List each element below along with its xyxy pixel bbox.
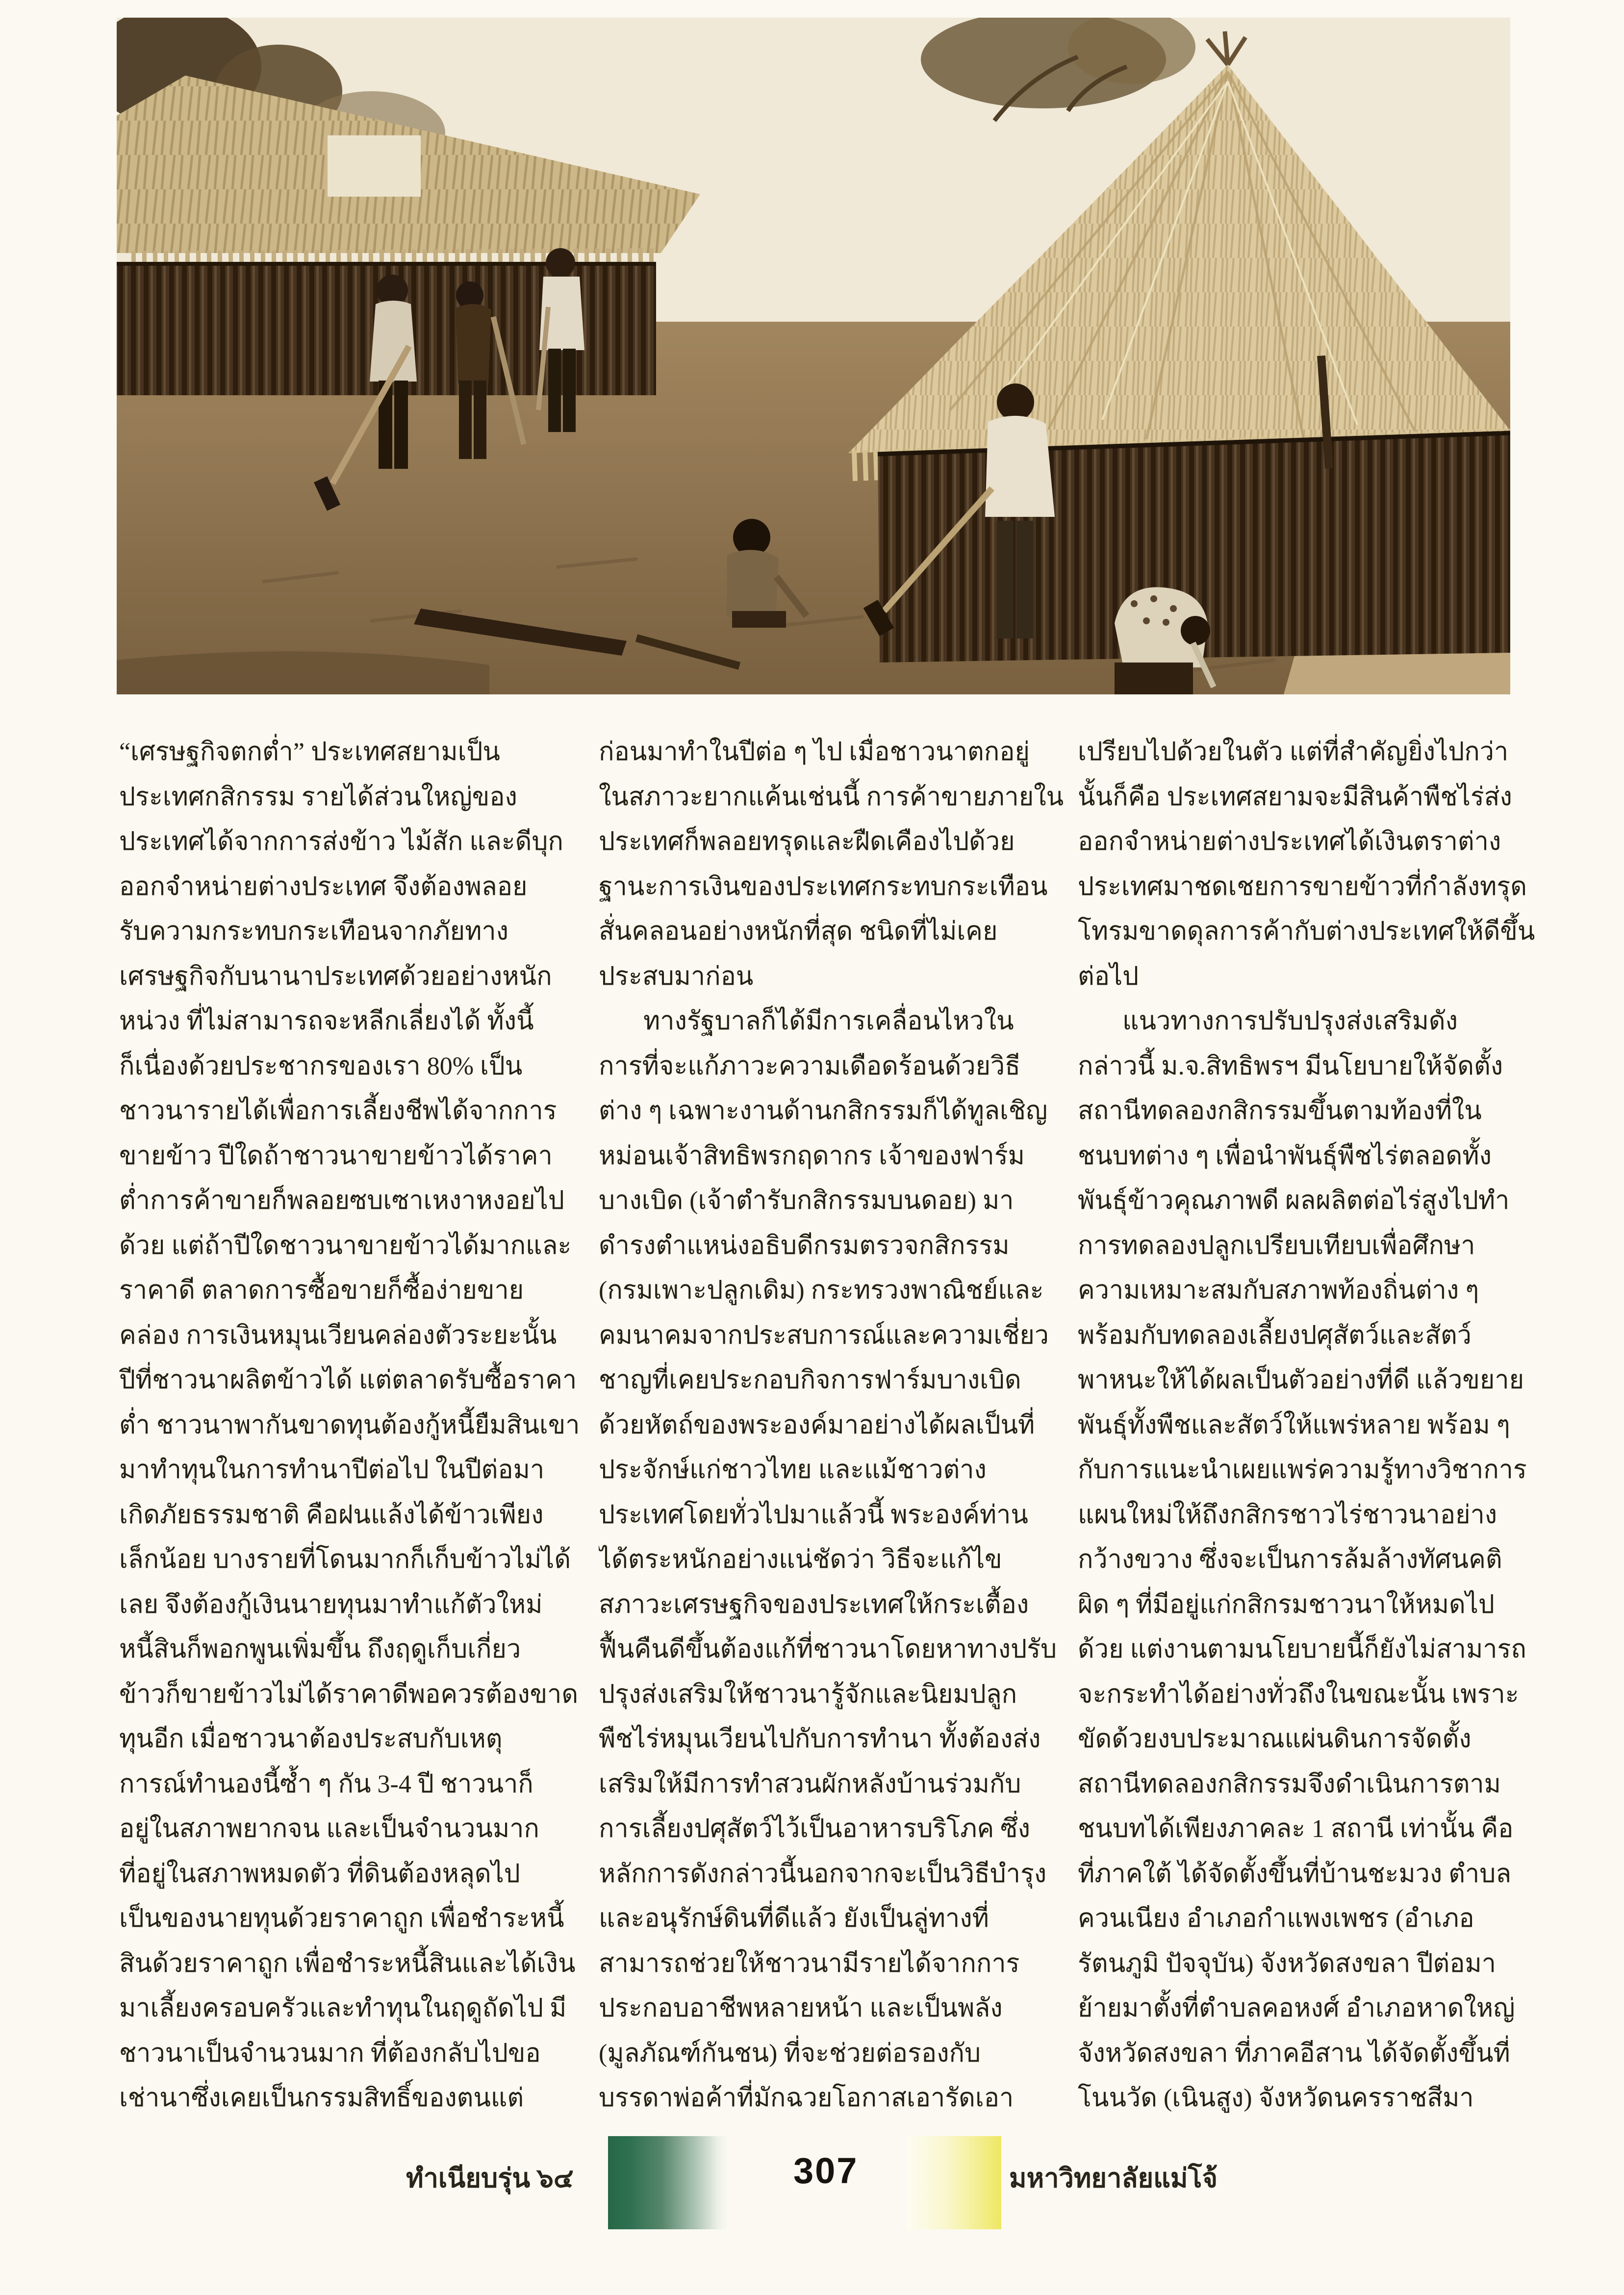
text-line: พืชไร่หมุนเวียนไปกับการทำนา ทั้งต้องส่ง xyxy=(599,1725,1041,1753)
text-line: อยู่ในสภาพยากจน และเป็นจำนวนมาก xyxy=(119,1815,539,1843)
text-line: สถานีทดลองกสิกรรมขึ้นตามท้องที่ใน xyxy=(1078,1097,1482,1125)
text-line: ความเหมาะสมกับสภาพท้องถิ่นต่าง ๆ xyxy=(1078,1276,1479,1304)
text-line: หลักการดังกล่าวนี้นอกจากจะเป็นวิธีบำรุง xyxy=(599,1860,1047,1888)
text-line: ด้วยหัตถ์ของพระองค์มาอย่างได้ผลเป็นที่ xyxy=(599,1411,1035,1439)
text-line: ออกจำหน่ายต่างประเทศ จึงต้องพลอย xyxy=(119,872,528,901)
text-line: จะกระทำได้อย่างทั่วถึงในขณะนั้น เพราะ xyxy=(1078,1680,1519,1708)
text-line: ต่าง ๆ เฉพาะงานด้านกสิกรรมก็ได้ทูลเชิญ xyxy=(599,1097,1048,1125)
text-line: ในสภาวะยากแค้นเช่นนี้ การค้าขายภายใน xyxy=(599,783,1064,811)
text-line: ก่อนมาทำในปีต่อ ๆ ไป เมื่อชาวนาตกอยู่ xyxy=(599,738,1030,766)
text-line: คมนาคมจากประสบการณ์และความเชี่ยว xyxy=(599,1321,1049,1350)
text-line: ด้วย แต่งานตามนโยบายนี้ก็ยังไม่สามารถ xyxy=(1078,1635,1526,1663)
footer-yellow-gradient-bar xyxy=(906,2136,1001,2229)
text-line: “เศรษฐกิจตกต่ำ” ประเทศสยามเป็น xyxy=(119,738,500,766)
text-line: เล็กน้อย บางรายที่โดนมากก็เก็บข้าวไม่ได้ xyxy=(119,1546,571,1574)
text-line: สินด้วยราคาถูก เพื่อชำระหนี้สินและได้เงิน xyxy=(119,1949,576,1978)
text-line: ประสบมาก่อน xyxy=(599,962,754,991)
text-line: เศรษฐกิจกับนานาประเทศด้วยอย่างหนัก xyxy=(119,962,552,991)
text-line: หนี้สินก็พอกพูนเพิ่มขึ้น ถึงฤดูเก็บเกี่ยว xyxy=(119,1635,521,1663)
text-line: การณ์ทำนองนี้ซ้ำ ๆ กัน 3-4 ปี ชาวนาก็ xyxy=(119,1770,533,1798)
text-line: สามารถช่วยให้ชาวนามีรายได้จากการ xyxy=(599,1949,1020,1978)
text-line: ด้วย แต่ถ้าปีใดชาวนาขายข้าวได้มากและ xyxy=(119,1231,572,1260)
text-line: สภาวะเศรษฐกิจของประเทศให้กระเตื้อง xyxy=(599,1590,1029,1619)
text-line: ขัดด้วยงบประมาณแผ่นดินการจัดตั้ง xyxy=(1078,1725,1472,1753)
text-line: ที่ภาคใต้ ได้จัดตั้งขึ้นที่บ้านชะมวง ตำบล xyxy=(1078,1860,1512,1888)
text-line: และอนุรักษ์ดินที่ดีแล้ว ยังเป็นลู่ทางที่ xyxy=(599,1905,989,1933)
text-line: หน่วง ที่ไม่สามารถจะหลีกเลี่ยงได้ ทั้งนี้ xyxy=(119,1007,534,1035)
text-line: การเลี้ยงปศุสัตว์ไว้เป็นอาหารบริโภค ซึ่ง xyxy=(599,1815,1030,1843)
text-line: ประจักษ์แก่ชาวไทย และแม้ชาวต่าง xyxy=(599,1456,987,1484)
text-line: ประเทศได้จากการส่งข้าว ไม้สัก และดีบุก xyxy=(119,828,563,856)
text-line: เลย จึงต้องกู้เงินนายทุนมาทำแก้ตัวใหม่ xyxy=(119,1590,543,1619)
text-line: การทดลองปลูกเปรียบเทียบเพื่อศึกษา xyxy=(1078,1231,1475,1260)
text-line: จังหวัดสงขลา ที่ภาคอีสาน ได้จัดตั้งขึ้นที่ xyxy=(1078,2039,1510,2067)
text-line: ต่ำการค้าขายก็พลอยซบเซาเหงาหงอยไป xyxy=(119,1187,564,1215)
text-line: คล่อง การเงินหมุนเวียนคล่องตัวระยะนั้น xyxy=(119,1321,557,1350)
text-line: ควนเนียง อำเภอกำแพงเพชร (อำเภอ xyxy=(1078,1905,1474,1933)
text-line: ประเทศกสิกรรม รายได้ส่วนใหญ่ของ xyxy=(119,783,517,811)
text-line: ประเทศโดยทั่วไปมาแล้วนี้ พระองค์ท่าน xyxy=(599,1501,1028,1529)
text-line: ดำรงตำแหน่งอธิบดีกรมตรวจกสิกรรม xyxy=(599,1231,1010,1260)
text-line: โทรมขาดดุลการค้ากับต่างประเทศให้ดีขึ้น xyxy=(1078,918,1535,945)
text-line: ออกจำหน่ายต่างประเทศได้เงินตราต่าง xyxy=(1078,828,1501,856)
text-line: ขายข้าว ปีใดถ้าชาวนาขายข้าวได้ราคา xyxy=(119,1142,553,1170)
text-line: บรรดาพ่อค้าที่มักฉวยโอกาสเอารัดเอา xyxy=(599,2084,1014,2112)
text-line: กับการแนะนำเผยแพร่ความรู้ทางวิชาการ xyxy=(1078,1456,1527,1484)
text-line: รัตนภูมิ ปัจจุบัน) จังหวัดสงขลา ปีต่อมา xyxy=(1078,1949,1496,1978)
text-line: เป็นของนายทุนด้วยราคาถูก เพื่อชำระหนี้ xyxy=(119,1905,564,1933)
text-line: ก็เนื่องด้วยประชากรของเรา 80% เป็น xyxy=(119,1052,523,1080)
footer-green-gradient-bar xyxy=(608,2136,728,2229)
text-line: ต่อไป xyxy=(1078,962,1139,991)
text-column-1 xyxy=(119,730,585,2132)
text-line: ได้ตระหนักอย่างแน่ชัดว่า วิธีจะแก้ไข xyxy=(599,1546,1002,1574)
text-column-2 xyxy=(599,730,1065,2132)
text-line: หม่อนเจ้าสิทธิพรกฤดากร เจ้าของฟาร์ม xyxy=(599,1142,1025,1170)
text-line: ผิด ๆ ที่มีอยู่แก่กสิกรมชาวนาให้หมดไป xyxy=(1078,1590,1495,1619)
text-line: เกิดภัยธรรมชาติ คือฝนแล้งได้ข้าวเพียง xyxy=(119,1501,544,1529)
text-line: ประเทศมาชดเชยการขายข้าวที่กำลังทรุด xyxy=(1078,872,1527,901)
text-line: ปรุงส่งเสริมให้ชาวนารู้จักและนิยมปลูก xyxy=(599,1680,1017,1708)
text-line: ฐานะการเงินของประเทศกระทบกระเทือน xyxy=(599,872,1048,901)
text-line: พันธุ์ข้าวคุณภาพดี ผลผลิตต่อไร่สูงไปทำ xyxy=(1078,1187,1510,1215)
text-line: ฟื้นคืนดีขึ้นต้องแก้ที่ชาวนาโดยหาทางปรับ xyxy=(599,1635,1057,1663)
text-line: ต่ำ ชาวนาพากันขาดทุนต้องกู้หนี้ยืมสินเขา xyxy=(119,1411,580,1439)
text-line: กล่าวนี้ ม.จ.สิทธิพรฯ มีนโยบายให้จัดตั้ง xyxy=(1078,1052,1503,1080)
text-line: เสริมให้มีการทำสวนผักหลังบ้านร่วมกับ xyxy=(599,1770,1021,1798)
text-line: ที่อยู่ในสภาพหมดตัว ที่ดินต้องหลุดไป xyxy=(119,1860,520,1888)
photograph xyxy=(117,18,1510,694)
text-line: ชนบทได้เพียงภาคละ 1 สถานี เท่านั้น คือ xyxy=(1078,1815,1514,1843)
text-line: ย้ายมาตั้งที่ตำบลคอหงศ์ อำเภอหาดใหญ่ xyxy=(1078,1994,1515,2022)
text-line: (กรมเพาะปลูกเดิม) กระทรวงพาณิชย์และ xyxy=(599,1276,1044,1304)
text-line: ราคาดี ตลาดการซื้อขายก็ซื้อง่ายขาย xyxy=(119,1276,524,1304)
text-line: บางเบิด (เจ้าตำรับกสิกรรมบนดอย) มา xyxy=(599,1187,1014,1215)
text-line: ประกอบอาชีพหลายหน้า และเป็นพลัง xyxy=(599,1994,1003,2022)
text-line: โนนวัด (เนินสูง) จังหวัดนครราชสีมา xyxy=(1078,2084,1474,2112)
text-line: การที่จะแก้ภาวะความเดือดร้อนด้วยวิธี xyxy=(599,1052,1020,1080)
text-line: นั้นก็คือ ประเทศสยามจะมีสินค้าพืชไร่ส่ง xyxy=(1078,783,1512,811)
text-line: สั่นคลอนอย่างหนักที่สุด ชนิดที่ไม่เคย xyxy=(599,918,998,945)
text-line: มาเลี้ยงครอบครัวและทำทุนในฤดูถัดไป มี xyxy=(119,1994,567,2022)
text-line: ทุนอีก เมื่อชาวนาต้องประสบกับเหตุ xyxy=(119,1725,503,1753)
text-line: ข้าวก็ขายข้าวไม่ได้ราคาดีพอควรต้องขาด xyxy=(119,1680,579,1708)
text-line: ปีที่ชาวนาผลิตข้าวได้ แต่ตลาดรับซื้อราคา xyxy=(119,1366,577,1394)
text-line: แนวทางการปรับปรุงส่งเสริมดัง xyxy=(1078,1007,1458,1035)
text-line: (มูลภัณฑ์กันชน) ที่จะช่วยต่อรองกับ xyxy=(599,2039,981,2067)
text-line: มาทำทุนในการทำนาปีต่อไป ในปีต่อมา xyxy=(119,1456,545,1484)
text-line: ชนบทต่าง ๆ เพื่อนำพันธุ์พืชไร่ตลอดทั้ง xyxy=(1078,1142,1492,1170)
text-line: ชาญที่เคยประกอบกิจการฟาร์มบางเบิด xyxy=(599,1366,1021,1394)
footer-edition-label: ทำเนียบรุ่น ๖๔ xyxy=(406,2164,574,2193)
text-line: ชาวนารายได้เพื่อการเลี้ยงชีพได้จากการ xyxy=(119,1097,557,1125)
text-line: เช่านาซึ่งเคยเป็นกรรมสิทธิ์ของตนแต่ xyxy=(119,2084,524,2112)
photo-illustration xyxy=(117,18,1510,694)
text-line: พร้อมกับทดลองเลี้ยงปศุสัตว์และสัตว์ xyxy=(1078,1321,1472,1350)
text-line: ประเทศก็พลอยทรุดและฝืดเคืองไปด้วย xyxy=(599,828,1015,856)
text-line: เปรียบไปด้วยในตัว แต่ที่สำคัญยิ่งไปกว่า xyxy=(1078,738,1509,766)
text-line: ชาวนาเป็นจำนวนมาก ที่ต้องกลับไปขอ xyxy=(119,2039,541,2067)
page-number: 307 xyxy=(793,2150,859,2191)
text-line: สถานีทดลองกสิกรรมจึงดำเนินการตาม xyxy=(1078,1770,1501,1798)
text-line: พาหนะให้ได้ผลเป็นตัวอย่างที่ดี แล้วขยาย xyxy=(1078,1366,1524,1394)
footer-university-label: มหาวิทยาลัยแม่โจ้ xyxy=(1009,2164,1218,2193)
text-line: ทางรัฐบาลก็ได้มีการเคลื่อนไหวใน xyxy=(599,1007,1014,1035)
text-column-3 xyxy=(1078,730,1544,2132)
text-line: รับความกระทบกระเทือนจากภัยทาง xyxy=(119,918,508,945)
text-line: พันธุ์ทั้งพืชและสัตว์ให้แพร่หลาย พร้อม ๆ xyxy=(1078,1411,1510,1439)
text-line: กว้างขวาง ซึ่งจะเป็นการล้มล้างทัศนคติ xyxy=(1078,1546,1502,1574)
text-line: แผนใหม่ให้ถึงกสิกรชาวไร่ชาวนาอย่าง xyxy=(1078,1501,1497,1529)
